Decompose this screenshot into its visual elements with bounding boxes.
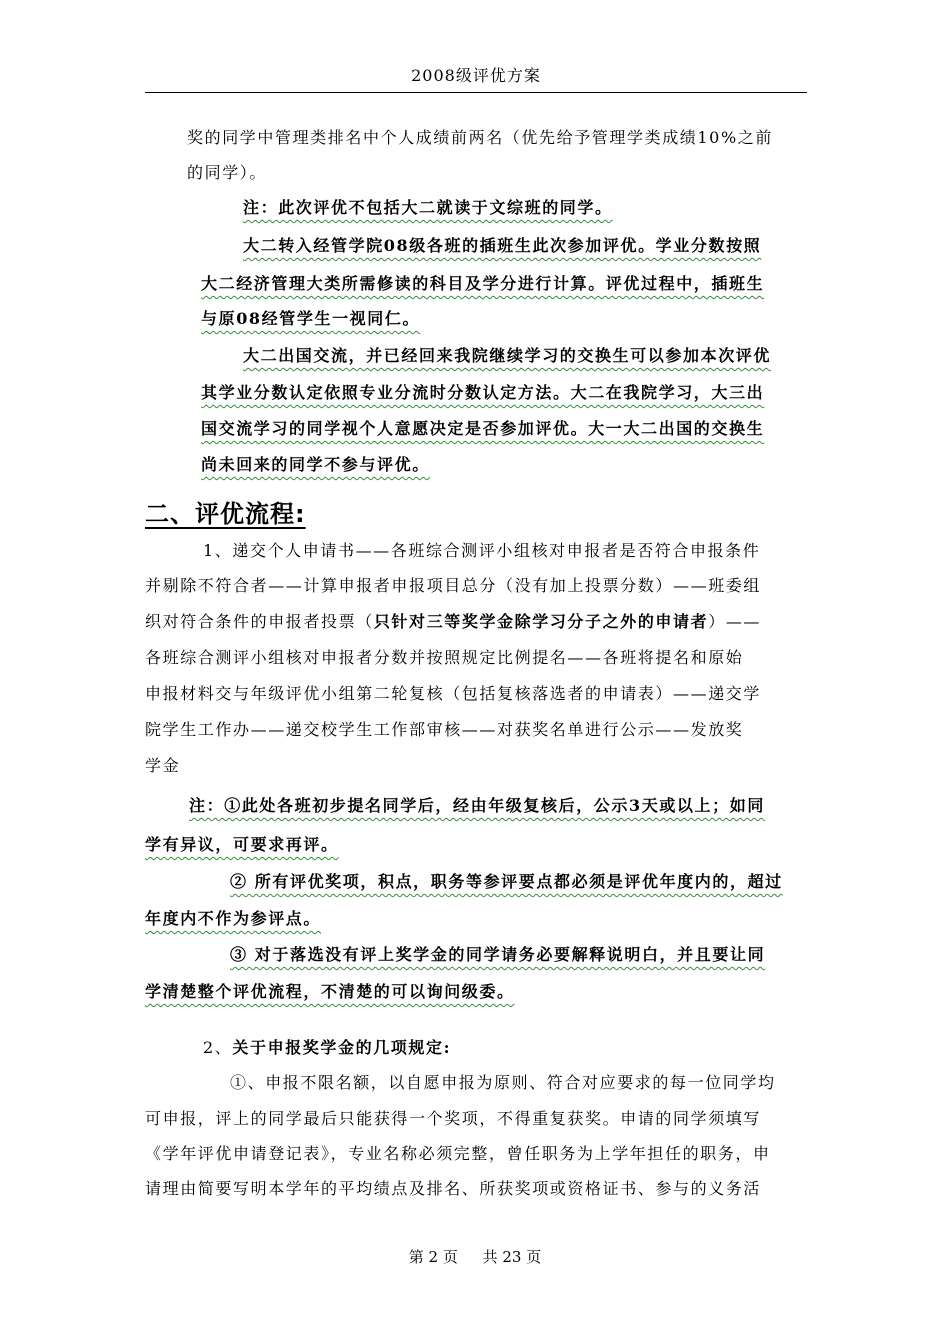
- process-line-5: 申报材料交与年级评优小组第二轮复核（包括复核落选者的申请表）——递交学: [145, 684, 762, 703]
- note2-1-line-1: 注：①此处各班初步提名同学后，经由年级复核后，公示3天或以上；如同: [189, 796, 765, 815]
- transfer-line-1: 大二转入经管学院08级各班的插班生此次参加评优。学业分数按照: [243, 236, 762, 255]
- transfer-line-2: 大二经济管理大类所需修读的科目及学分进行计算。评优过程中，插班生: [201, 274, 765, 293]
- note2-2-line-2: 年度内不作为参评点。: [145, 909, 322, 928]
- rules-line-3: 《学年评优申请登记表》，专业名称必须完整，曾任职务为上学年担任的职务，申: [145, 1144, 771, 1163]
- rules-line-4: 请理由简要写明本学年的平均绩点及排名、所获奖项或资格证书、参与的义务活: [145, 1179, 762, 1198]
- page-number: 第 2 页: [408, 1248, 458, 1266]
- process-line-4: 各班综合测评小组核对申报者分数并按照规定比例提名——各班将提名和原始: [145, 648, 744, 667]
- exchange-line-4: 尚未回来的同学不参与评优。: [201, 455, 430, 474]
- process-line-1: 1、递交个人申请书——各班综合测评小组核对申报者是否符合申报条件: [203, 541, 761, 560]
- note2-2-line-1: ② 所有评优奖项，积点，职务等参评要点都必须是评优年度内的，超过: [230, 872, 783, 891]
- process-line-2: 并剔除不符合者——计算申报者申报项目总分（没有加上投票分数）——班委组: [145, 576, 762, 595]
- exchange-line-1: 大二出国交流，并已经回来我院继续学习的交换生可以参加本次评优: [243, 346, 772, 365]
- process-line-6: 院学生工作办——递交校学生工作部审核——对获奖名单进行公示——发放奖: [145, 720, 744, 739]
- process-line-7: 学金: [145, 756, 181, 775]
- intro-line-1: 奖的同学中管理类排名中个人成绩前两名（优先给予管理学类成绩10%之前: [187, 128, 773, 147]
- section-heading: 二、评优流程:: [145, 500, 306, 528]
- note2-1-line-2: 学有异议，可要求再评。: [145, 835, 339, 854]
- page-header: 2008级评优方案: [145, 63, 807, 93]
- page-footer: [0, 1246, 950, 1267]
- intro-line-2: 的同学）。: [187, 163, 268, 182]
- exchange-line-2: 其学业分数认定依照专业分流时分数认定方法。大二在我院学习，大三出: [201, 383, 765, 402]
- rules-line-2: 可申报，评上的同学最后只能获得一个奖项，不得重复获奖。申请的同学须填写: [145, 1109, 762, 1128]
- rules-heading: 2、关于申报奖学金的几项规定:: [203, 1038, 452, 1057]
- page-total: 共 23 页: [482, 1248, 542, 1266]
- transfer-line-3: 与原08经管学生一视同仁。: [201, 309, 421, 328]
- note-no-wenzong: 注：此次评优不包括大二就读于文综班的同学。: [243, 198, 613, 217]
- note2-3-line-1: ③ 对于落选没有评上奖学金的同学请务必要解释说明白，并且要让同: [230, 945, 766, 964]
- exchange-line-3: 国交流学习的同学视个人意愿决定是否参加评优。大一大二出国的交换生: [201, 419, 765, 438]
- rules-line-1: ①、申报不限名额，以自愿申报为原则、符合对应要求的每一位同学均: [230, 1073, 776, 1092]
- process-line-3: 织对符合条件的申报者投票（只针对三等奖学金除学习分子之外的申请者）——: [145, 612, 762, 631]
- note2-3-line-2: 学清楚整个评优流程，不清楚的可以询问级委。: [145, 982, 515, 1001]
